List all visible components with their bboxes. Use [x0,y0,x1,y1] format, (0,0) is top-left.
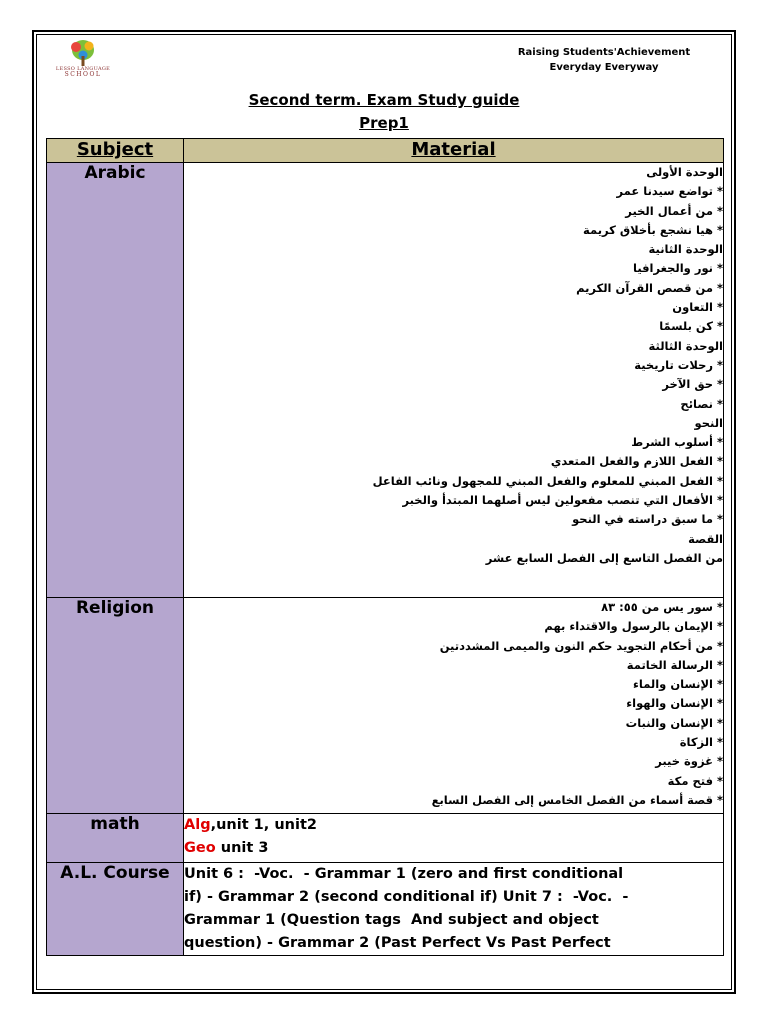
material-line: * من أحكام التجويد حكم النون والميمى المشددتين [439,638,723,653]
material-line: * الإيمان بالرسول والاقتداء بهم [544,619,723,634]
material-line: * قصة أسماء من الفصل الخامس إلى الفصل السابع [431,792,723,807]
header-subject: Subject [47,139,184,163]
subject-al-course: A.L. Course [47,863,184,956]
material-line: * الزكاة [679,735,723,750]
motto-line-1: Raising Students'Achievement [517,47,691,58]
material-line: من الفصل التاسع إلى الفصل السابع عشر [485,550,723,565]
material-line: * غزوة خيبر [655,754,723,769]
logo-name: LESSO LANGUAGE [55,66,111,72]
material-line: * ما سبق دراسته في النحو [572,512,723,527]
subject-religion: Religion [47,598,184,814]
material-line: * سور يس من ٥٥: ٨٣ [601,600,723,614]
header-material: Material [184,139,724,163]
material-arabic [184,163,724,598]
subject-arabic: Arabic [47,163,184,598]
material-line: * كن بلسمًا [659,319,723,334]
geometry-units: unit 3 [215,840,269,856]
material-line: Grammar 1 (Question tags And subject and object [184,912,599,928]
table-row-religion [47,598,724,814]
school-motto [494,45,714,75]
material-line: القصة [688,531,723,546]
material-line: Unit 6 : -Voc. - Grammar 1 (zero and first conditional [184,866,624,882]
material-line: * التعاون [672,300,723,315]
math-line-geometry [184,837,723,860]
motto-line-2: Everyday Everyway [549,62,659,73]
geometry-label: Geo [184,840,216,856]
material-line: question) - Grammar 2 (Past Perfect Vs Past Perfect [184,935,611,951]
material-line: * الفعل المبني للمعلوم والفعل المبني للمجهول ونائب الفاعل [372,473,723,488]
material-al-course [184,863,724,956]
school-logo [48,38,118,88]
material-line: الوحدة الأولى [646,165,723,179]
material-line: * حق الآخر [662,377,723,392]
logo-text [40,66,126,78]
material-line: * نور والجغرافيا [633,261,723,276]
material-line: الوحدة الثانية [648,242,723,257]
material-line: * الأفعال التي تنصب مفعولين ليس أصلهما المبتدأ والخبر [402,493,723,508]
table-row-al-course [47,863,724,956]
material-line: * الإنسان والنبات [625,715,723,730]
material-line: * من أعمال الخير [625,203,723,218]
material-line: * من قصص القرآن الكريم [576,280,723,295]
material-line: * أسلوب الشرط [631,435,723,450]
material-religion [184,598,724,814]
material-line: * الرسالة الخاتمة [626,657,723,672]
material-line: * تواضع سيدنا عمر [616,184,723,199]
table-header-row [47,139,724,163]
material-line: * هيا نشجع بأخلاق كريمة [583,222,723,237]
material-line: if) - Grammar 2 (second conditional if) Unit 7 : -Voc. - [184,889,629,905]
table-row-math [47,814,724,863]
material-line: النحو [694,415,723,430]
math-line-algebra [184,814,723,837]
material-line: * الإنسان والهواء [626,696,723,711]
logo-school: SCHOOL [64,71,102,78]
material-line: * فتح مكة [667,773,723,788]
material-line: * رحلات تاريخية [634,357,723,372]
table-row-arabic [47,163,724,598]
material-math [184,814,724,863]
material-line: * الفعل اللازم والفعل المتعدي [550,454,723,469]
algebra-units: ,unit 1, unit2 [210,817,317,833]
algebra-label: Alg [184,817,211,833]
study-guide-table [46,138,724,956]
subject-math: math [47,814,184,863]
material-line: الوحدة الثالثة [648,338,723,353]
material-line: * نصائح [680,396,723,411]
document-title: Second term. Exam Study guide [248,91,520,109]
material-line: * الإنسان والماء [633,677,723,692]
document-subtitle: Prep1 [359,114,409,132]
